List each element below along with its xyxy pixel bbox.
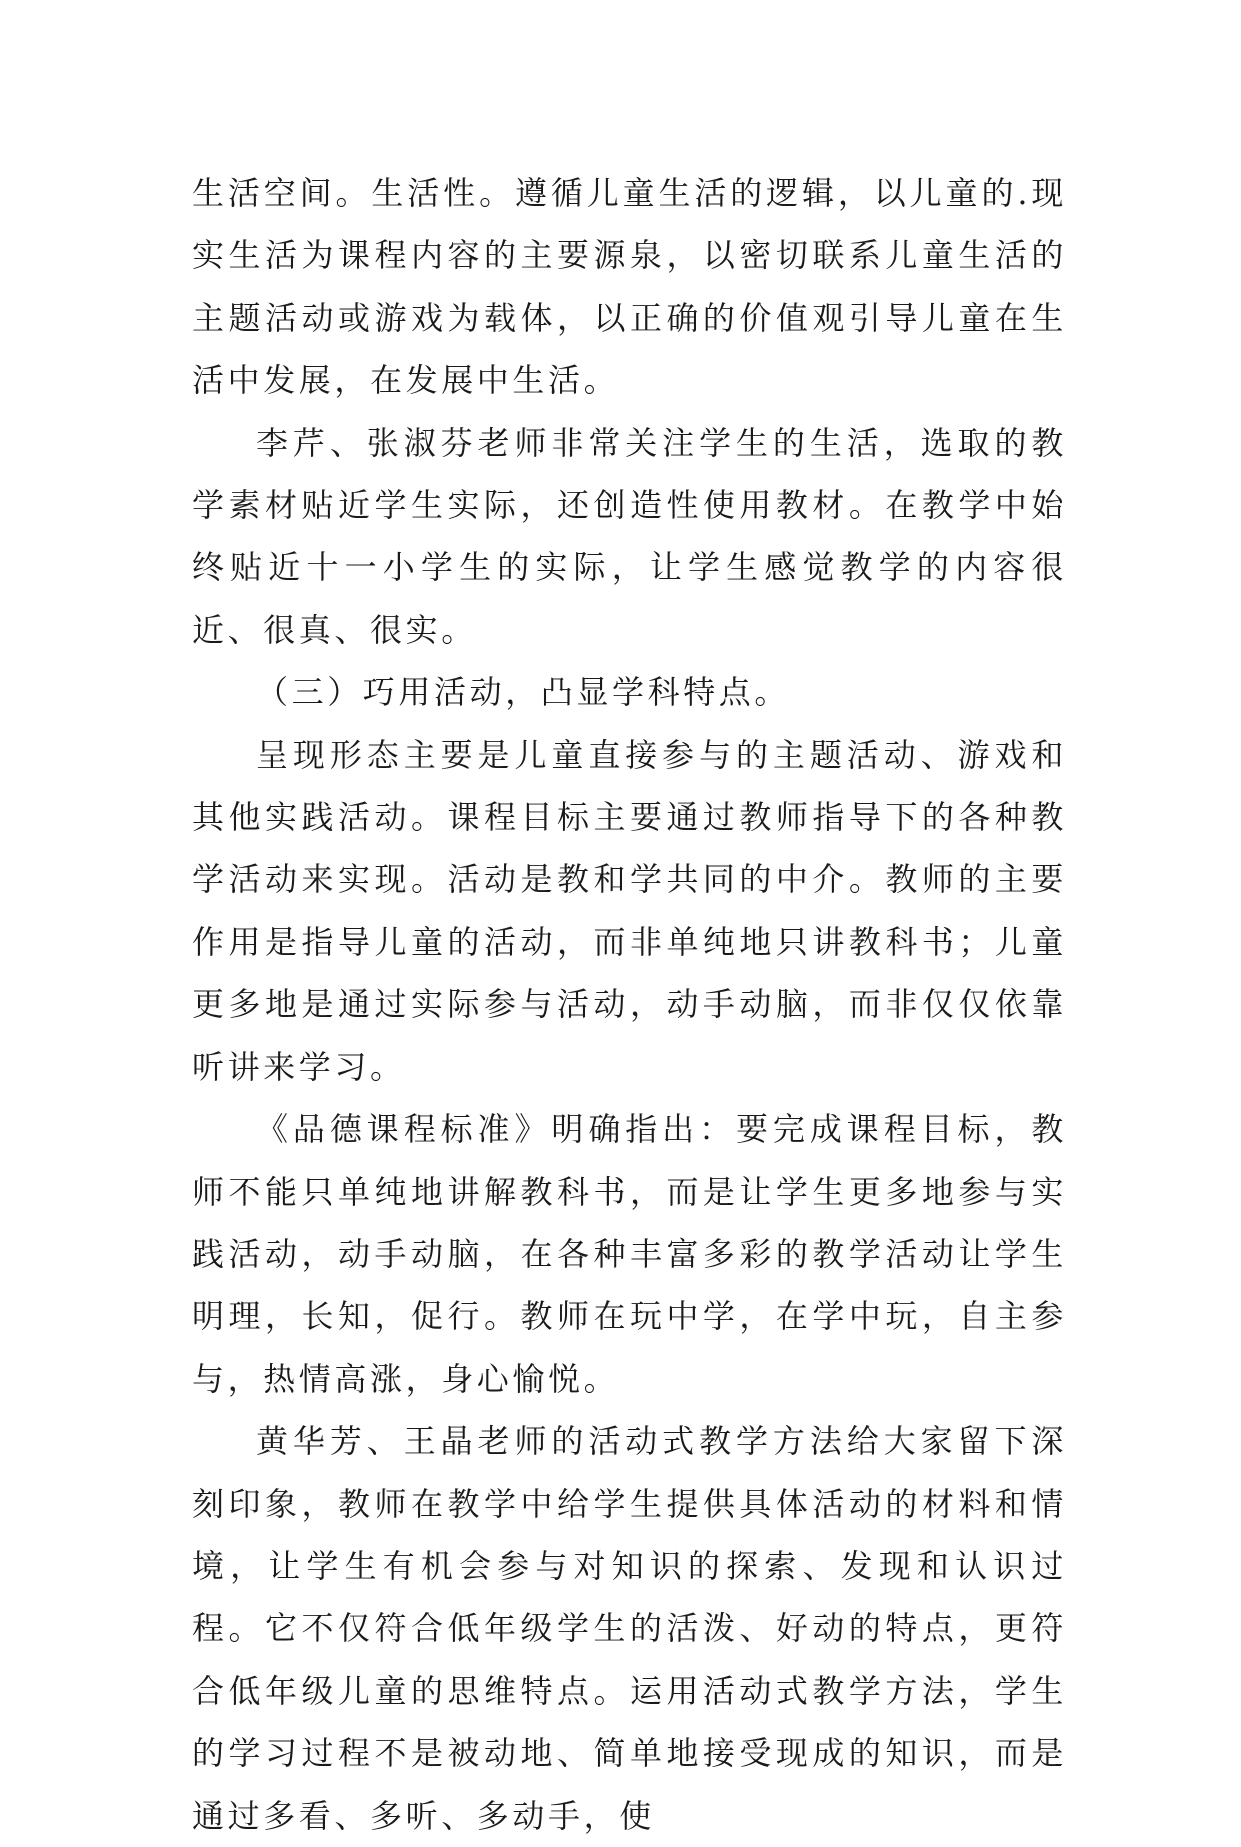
- section-heading: （三）巧用活动，凸显学科特点。: [256, 673, 791, 712]
- paragraph: 生活空间。生活性。遵循儿童生活的逻辑，以儿童的.现实生活为课程内容的主要源泉，以密切联系儿童生活的主题活动或游戏为载体，以正确的价值观引导儿童在生活中发展，在发展中生活。: [192, 174, 1067, 400]
- paragraph: 黄华芳、王晶老师的活动式教学方法给大家留下深刻印象，教师在教学中给学生提供具体活动的材料和情境，让学生有机会参与对知识的探索、发现和认识过程。它不仅符合低年级学生的活泼、好动的特点，更符合低年级儿童的思维特点。运用活动式教学方法，学生的学习过程不是被动地、简单地接受现成的知识，而是通过多看、多听、多动手，使: [192, 1422, 1067, 1835]
- paragraph: 《品德课程标准》明确指出：要完成课程目标，教师不能只单纯地讲解教科书，而是让学生更多地参与实践活动，动手动脑，在各种丰富多彩的教学活动让学生明理，长知，促行。教师在玩中学，在学中玩，自主参与，热情高涨，身心愉悦。: [192, 1110, 1067, 1398]
- paragraph: 李芹、张淑芬老师非常关注学生的生活，选取的教学素材贴近学生实际，还创造性使用教材。在教学中始终贴近十一小学生的实际，让学生感觉教学的内容很近、很真、很实。: [192, 423, 1067, 649]
- paragraph: 呈现形态主要是儿童直接参与的主题活动、游戏和其他实践活动。课程目标主要通过教师指导下的各种教学活动来实现。活动是教和学共同的中介。教师的主要作用是指导儿童的活动，而非单纯地只讲教科书；儿童更多地是通过实际参与活动，动手动脑，而非仅仅依靠听讲来学习。: [192, 735, 1067, 1086]
- body-text: [192, 162, 1067, 1847]
